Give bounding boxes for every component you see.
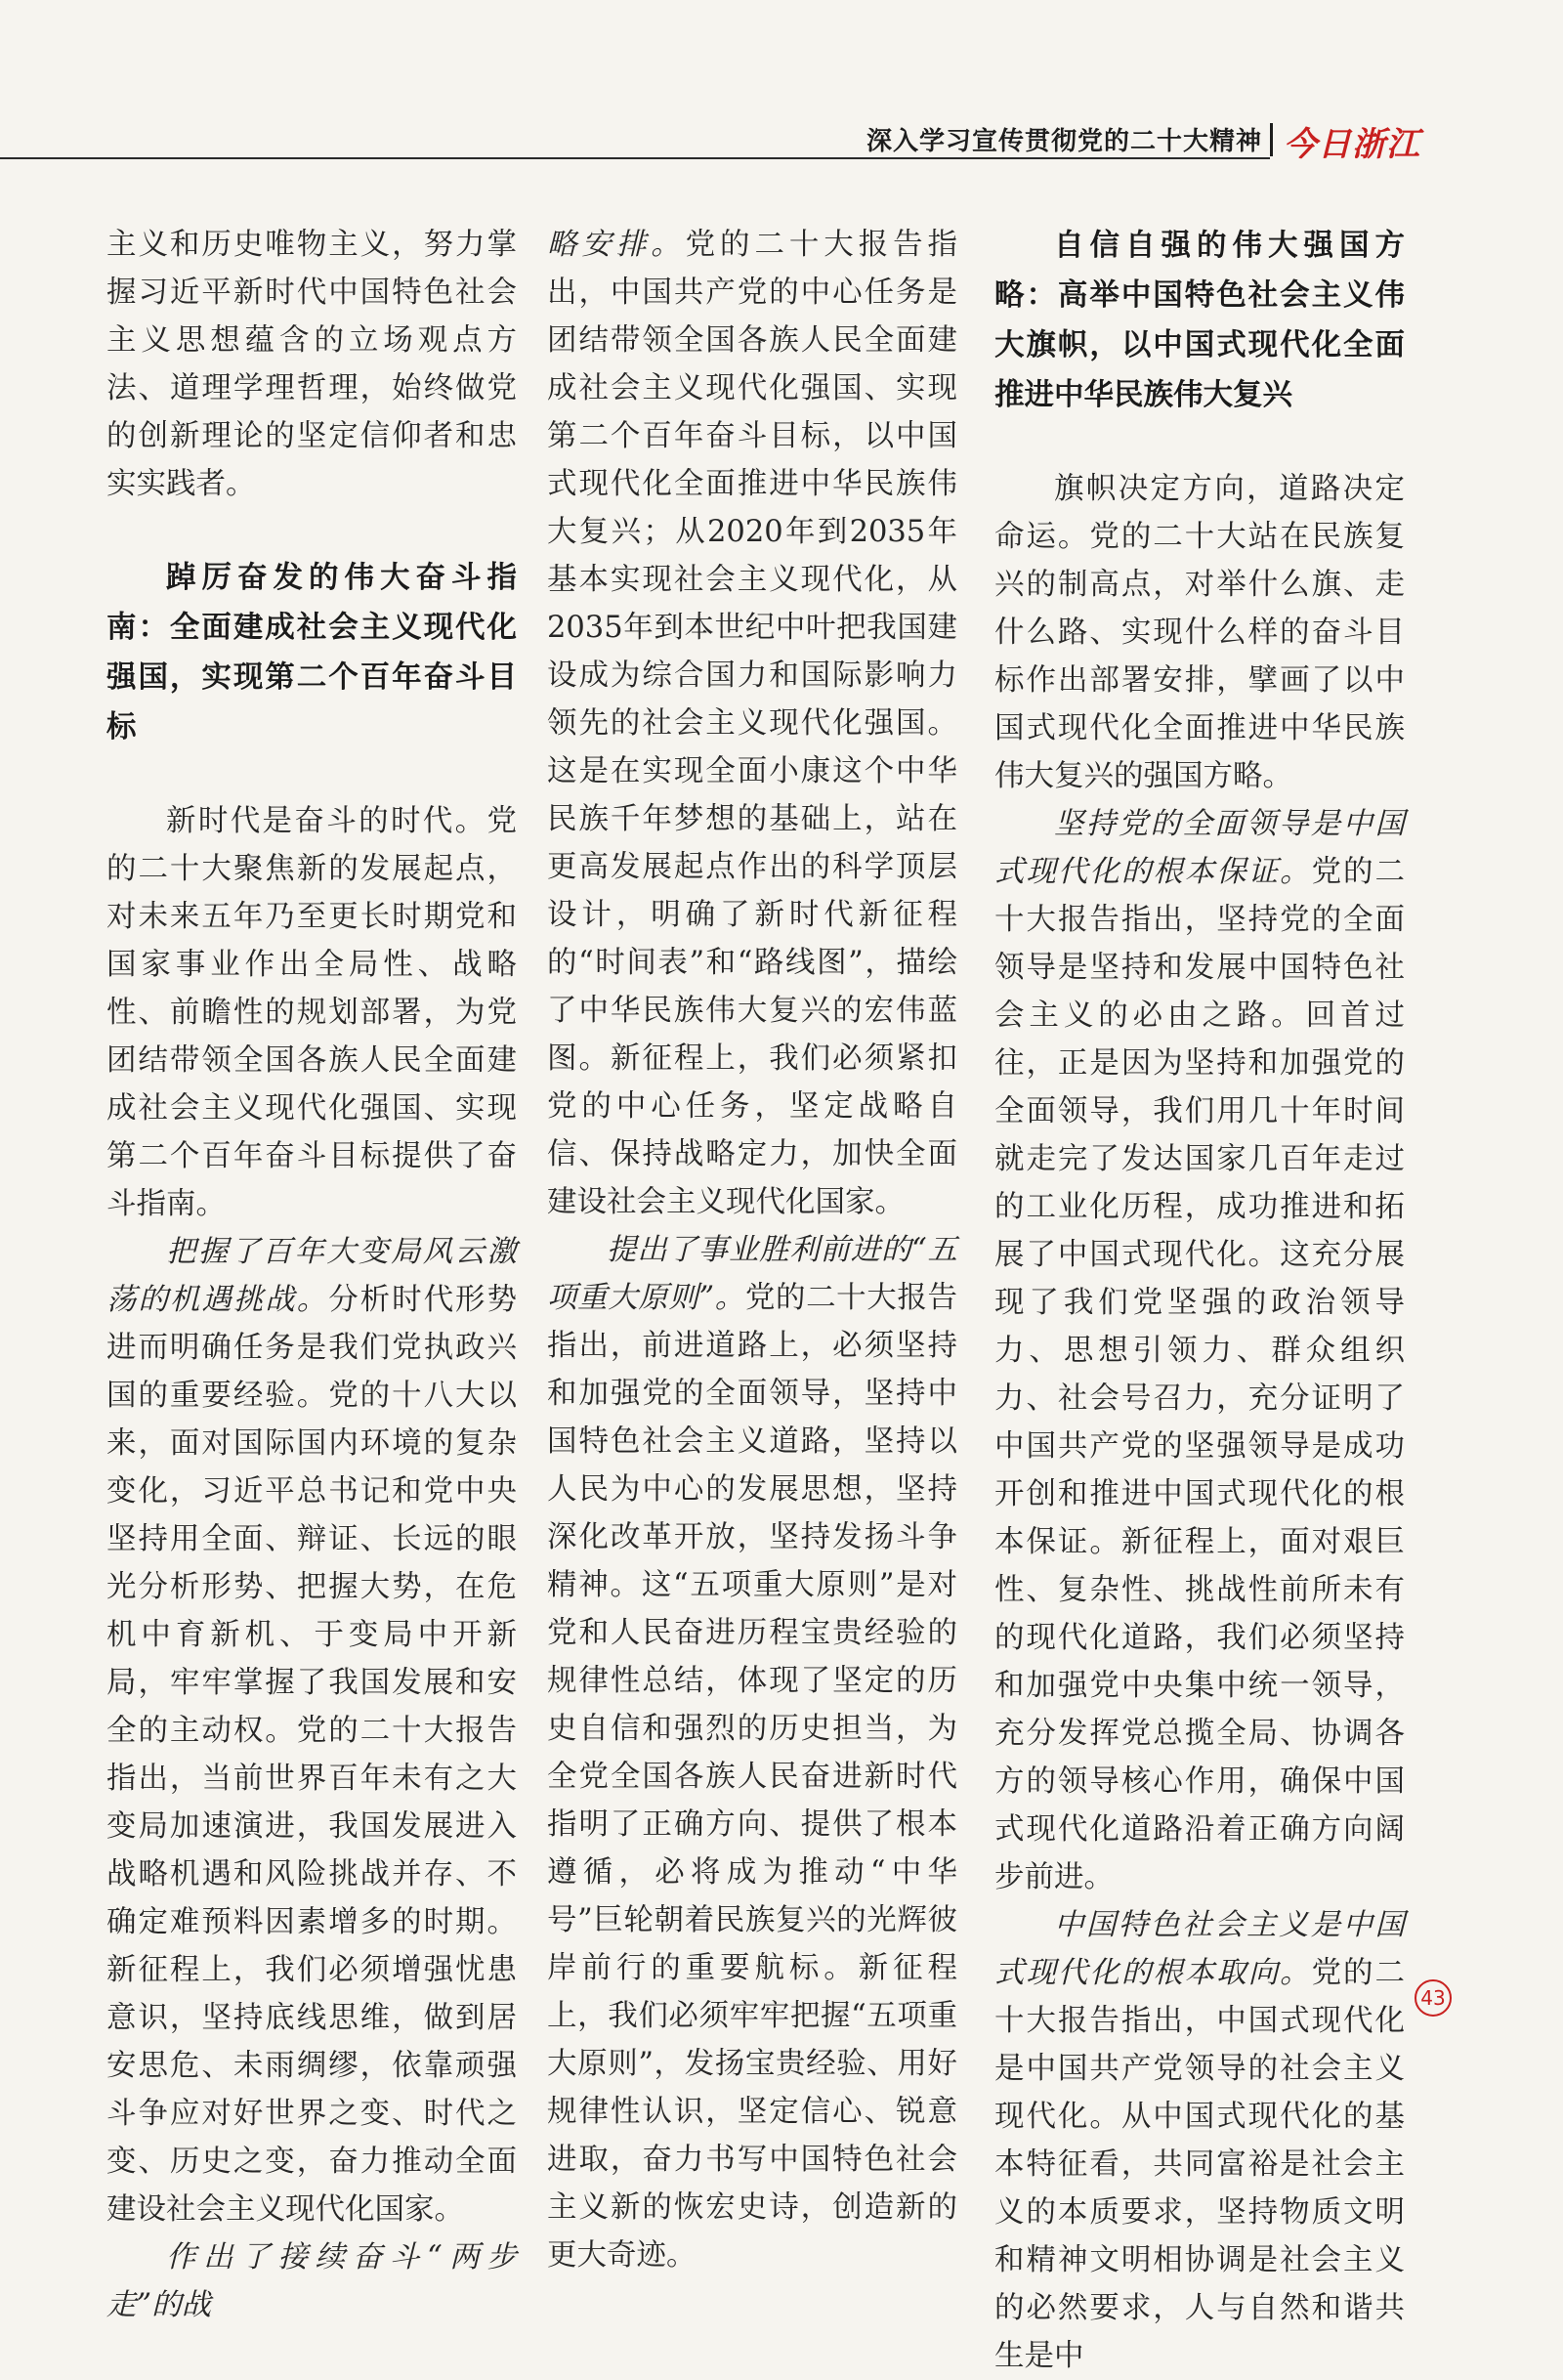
paragraph-lead: 把握了百年大变局风云激荡的机遇挑战。 xyxy=(106,1235,517,1317)
paragraph-body: 分析时代形势进而明确任务是我们党执政兴国的重要经验。党的十八大以来，面对国际国内环境的复杂变化，习近平总书记和党中央坚持用全面、辩证、长远的眼光分析形势、把握大势，在危机中育新机、于变局中开新局，牢牢掌握了我国发展和安全的主动权。党的二十大报告指出，当前世界百年未有之大变局加速演进，我国发展进入战略机遇和风险挑战并存、不确定难预料因素增多的时期。新征程上，我们必须增强忧患意识，坚持底线思维，做到居安思危、未雨绸缪，依靠顽强斗争应对好世界之变、时代之变、历史之变，奋力推动全面建设社会主义现代化国家。 xyxy=(106,1283,518,2227)
paragraph xyxy=(547,221,957,1226)
section-heading: 自信自强的伟大强国方略：高举中国特色社会主义伟大旗帜，以中国式现代化全面推进中华民族伟大复兴 xyxy=(994,229,1405,412)
paragraph-lead: 坚持党的全面领导是中国式现代化的根本保证。 xyxy=(994,807,1405,889)
paragraph-lead: 略安排。 xyxy=(547,228,686,262)
paragraph-lead: 中国特色社会主义是中国式现代化的根本取向。 xyxy=(994,1908,1405,1990)
paragraph: 新时代是奋斗的时代。党的二十大聚焦新的发展起点，对未来五年乃至更长时期党和国家事业作出全局性、战略性、前瞻性的规划部署，为党团结带领全国各族人民全面建成社会主义现代化强国、实现第二个百年奋斗目标提供了奋斗指南。 xyxy=(106,804,517,1221)
paragraph xyxy=(106,2233,517,2329)
page-header xyxy=(0,121,1563,164)
header-divider xyxy=(1270,123,1273,156)
page-number: 43 xyxy=(1415,1979,1452,2017)
paragraph-lead: 提出了事业胜利前进的“五项重大原则”。 xyxy=(547,1233,957,1315)
section-heading: 踔厉奋发的伟大奋斗指南：全面建成社会主义现代化强国，实现第二个百年奋斗目标 xyxy=(106,561,517,744)
paragraph-body: 党的二十大报告指出，中国式现代化是中国共产党领导的社会主义现代化。从中国式现代化的基本特征看，共同富裕是社会主义的本质要求，坚持物质文明和精神文明相协调是社会主义的必然要求，人与自然和谐共生是中 xyxy=(994,1956,1406,2373)
column-1 xyxy=(106,221,517,2329)
paragraph xyxy=(106,1228,517,2233)
paragraph-body: 党的二十大报告指出，中国共产党的中心任务是团结带领全国各族人民全面建成社会主义现代化强国、实现第二个百年奋斗目标，以中国式现代化全面推进中华民族伟大复兴；从2020年到2035年基本实现社会主义现代化，从2035年到本世纪中叶把我国建设成为综合国力和国际影响力领先的社会主义现代化强国。这是在实现全面小康这个中华民族千年梦想的基础上，站在更高发展起点作出的科学顶层设计，明确了新时代新征程的“时间表”和“路线图”，描绘了中华民族伟大复兴的宏伟蓝图。新征程上，我们必须紧扣党的中心任务，坚定战略自信、保持战略定力，加快全面建设社会主义现代化国家。 xyxy=(547,228,958,1219)
column-2 xyxy=(547,221,957,2279)
paragraph xyxy=(994,1901,1405,2380)
paragraph xyxy=(994,800,1405,1901)
paragraph: 主义和历史唯物主义，努力掌握习近平新时代中国特色社会主义思想蕴含的立场观点方法、道理学理哲理，始终做党的创新理论的坚定信仰者和忠实实践者。 xyxy=(106,228,517,501)
header-title: 深入学习宣传贯彻党的二十大精神 xyxy=(866,127,1262,156)
magazine-logo: 今日浙江 xyxy=(1284,125,1420,164)
paragraph-body: 党的二十大报告指出，前进道路上，必须坚持和加强党的全面领导，坚持中国特色社会主义道路，坚持以人民为中心的发展思想，坚持深化改革开放，坚持发扬斗争精神。这“五项重大原则”是对党和人民奋进历程宝贵经验的规律性总结，体现了坚定的历史自信和强烈的历史担当，为全党全国各族人民奋进新时代指明了正确方向、提供了根本遵循，必将成为推动“中华号”巨轮朝着民族复兴的光辉彼岸前行的重要航标。新征程上，我们必须牢牢把握“五项重大原则”，发扬宝贵经验、用好规律性认识，坚定信心、锐意进取，奋力书写中国特色社会主义新的恢宏史诗，创造新的更大奇迹。 xyxy=(547,1281,958,2273)
paragraph xyxy=(547,1226,957,2279)
paragraph-lead: 作出了接续奋斗“两步走”的战 xyxy=(106,2240,517,2322)
paragraph-body: 党的二十大报告指出，坚持党的全面领导是坚持和发展中国特色社会主义的必由之路。回首过往，正是因为坚持和加强党的全面领导，我们用几十年时间就走完了发达国家几百年走过的工业化历程，成功推进和拓展了中国式现代化。这充分展现了我们党坚强的政治领导力、思想引领力、群众组织力、社会号召力，充分证明了中国共产党的坚强领导是成功开创和推进中国式现代化的根本保证。新征程上，面对艰巨性、复杂性、挑战性前所未有的现代化道路，我们必须坚持和加强党中央集中统一领导，充分发挥党总揽全局、协调各方的领导核心作用，确保中国式现代化道路沿着正确方向阔步前进。 xyxy=(994,855,1406,1894)
header-rule xyxy=(0,157,1270,159)
column-3 xyxy=(994,221,1405,2380)
paragraph: 旗帜决定方向，道路决定命运。党的二十大站在民族复兴的制高点，对举什么旗、走什么路、实现什么样的奋斗目标作出部署安排，擘画了以中国式现代化全面推进中华民族伟大复兴的强国方略。 xyxy=(994,472,1405,793)
